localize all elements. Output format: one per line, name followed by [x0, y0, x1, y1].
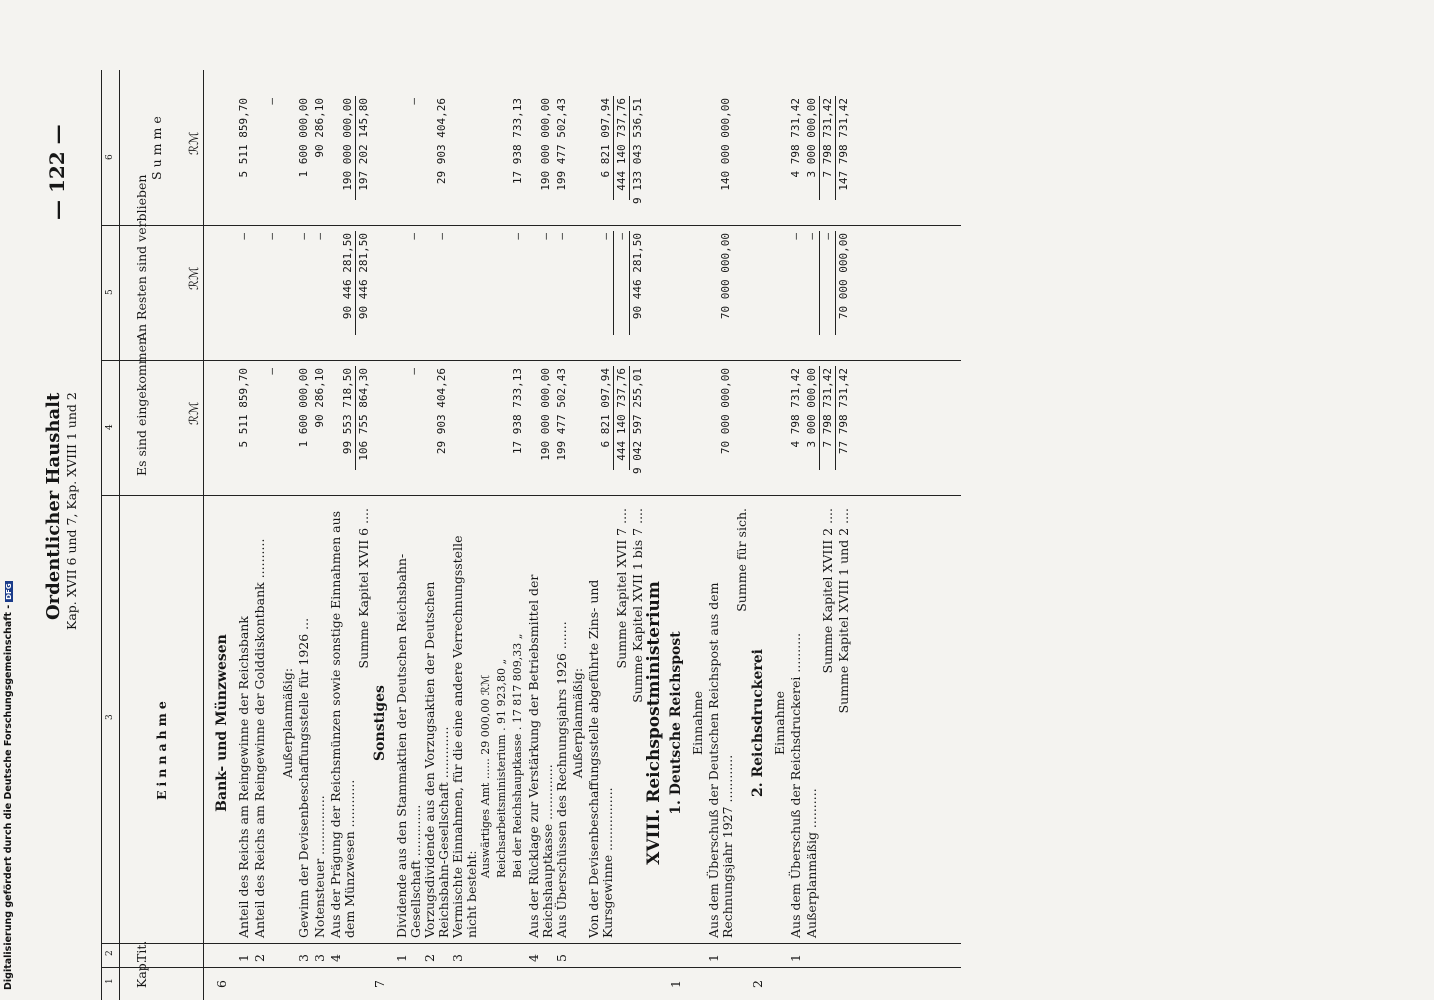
row-c4: — — [265, 368, 278, 375]
page-subtitle: Kap. XVII 6 und 7, Kap. XVIII 1 und 2 — [64, 392, 79, 630]
row-c6: 90 286,10 — [313, 98, 326, 158]
row-c5: — — [555, 233, 568, 240]
section-heading: 1. Deutsche Reichspost — [668, 631, 684, 815]
row-c6: 3 000 000,00 — [805, 98, 818, 178]
sum-rule — [819, 96, 820, 200]
row-c4: — — [407, 368, 420, 375]
row-c6: — — [265, 98, 278, 105]
row-c5: — — [237, 233, 250, 240]
row-tit: 2 — [252, 954, 267, 962]
subheading: Außerplanmäßig: — [570, 667, 585, 779]
row-kap: 7 — [372, 980, 387, 988]
row-c5: — — [297, 233, 310, 240]
sum-rule — [835, 366, 836, 470]
row-c6: 147 798 731,42 — [837, 98, 850, 191]
header-summe: Summe — [149, 112, 164, 180]
row-text: Aus der Prägung der Reichsmünzen sowie sonstige Einnahmen aus dem Münzwesen ............ — [328, 510, 357, 938]
col-number-4: 4 — [105, 424, 115, 430]
row-c6: 5 511 859,70 — [237, 98, 250, 178]
row-c4: 5 511 859,70 — [237, 368, 250, 448]
digitization-credit — [3, 581, 14, 990]
row-c4: 4 798 731,42 — [789, 368, 802, 448]
row-c4: 1 600 000,00 — [297, 368, 310, 448]
row-c6: 29 903 404,26 — [435, 98, 448, 185]
row-c6: 190 000 000,00 — [539, 98, 552, 191]
row-c4: 9 042 597 255,01 — [631, 368, 644, 474]
row-tit: 1 — [236, 954, 251, 962]
sum-rule — [835, 96, 836, 200]
sum-rule — [819, 231, 820, 335]
row-tit: 3 — [450, 954, 465, 962]
row-c4: 70 000 000,00 — [719, 368, 732, 455]
row-c5: — — [615, 233, 628, 240]
row-c4: 29 903 404,26 — [435, 368, 448, 455]
sum-rule — [629, 96, 630, 200]
row-c6: 199 477 502,43 — [555, 98, 568, 191]
sum-label: Summe für sich. — [734, 508, 749, 612]
subheading: Einnahme — [690, 691, 705, 755]
row-c5: 70 000 000,00 — [837, 233, 850, 320]
section-heading: Sonstiges — [372, 685, 388, 761]
row-text: Gewinn der Devisenbeschaffungsstelle für 1926 ... — [296, 617, 311, 938]
row-c5: 90 446 281,50 — [357, 233, 370, 320]
row-c4: 17 938 733,13 — [511, 368, 524, 455]
header-einnahme: Einnahme — [154, 697, 169, 800]
row-tit: 2 — [422, 954, 437, 962]
row-c4: 99 553 718,50 — [341, 368, 354, 455]
row-c5: 70 000 000,00 — [719, 233, 732, 320]
subheading: Außerplanmäßig: — [280, 667, 295, 779]
row-text: Notensteuer ............... — [312, 795, 327, 938]
row-c5: — — [435, 233, 448, 240]
header-unit-6: ℛℳ — [186, 131, 201, 155]
header-reste: An Resten sind verblieben — [134, 174, 149, 341]
row-text: Vermischte Einnahmen, für die eine andere Verrechnungsstelle nicht besteht: — [450, 535, 479, 938]
sum-rule — [819, 366, 820, 470]
row-tit: 1 — [788, 954, 803, 962]
row-c4: 6 821 097,94 — [599, 368, 612, 448]
row-c6: 140 000 000,00 — [719, 98, 732, 191]
col-number-3: 3 — [105, 714, 115, 720]
row-text: Aus der Rücklage zur Verstärkung der Betriebsmittel der Reichshauptkasse .............. — [526, 574, 555, 938]
row-c5: — — [539, 233, 552, 240]
sum-rule — [629, 231, 630, 335]
row-c4: 3 000 000,00 — [805, 368, 818, 448]
column-rule-0 — [101, 967, 961, 968]
sum-rule — [613, 231, 614, 335]
row-c4: 444 140 737,76 — [615, 368, 628, 461]
sum-rule — [835, 231, 836, 335]
row-tit: 4 — [328, 954, 343, 962]
col-number-2: 2 — [105, 950, 115, 956]
row-tit: 1 — [394, 954, 409, 962]
column-rule-3 — [101, 360, 961, 361]
row-c4: 190 000 000,00 — [539, 368, 552, 461]
section-heading: 2. Reichsdruckerei — [750, 649, 766, 798]
detail-line: Auswärtiges Amt ...... 29 000,00 ℛℳ — [479, 674, 492, 878]
col-number-1: 1 — [105, 978, 115, 984]
header-unit-5: ℛℳ — [186, 266, 201, 290]
row-c6: 1 600 000,00 — [297, 98, 310, 178]
row-c5: — — [407, 233, 420, 240]
row-kap: 2 — [750, 980, 765, 988]
credit-text: Digitalisierung gefördert durch die Deutsche Forschungsgemeinschaft - — [3, 604, 14, 990]
row-text: Anteil des Reichs am Reingewinne der Golddiskontbank .......... — [252, 538, 267, 938]
row-text: Außerplanmäßig .......... — [804, 788, 819, 938]
sum-rule — [629, 366, 630, 470]
row-text: Von der Devisenbeschaffungsstelle abgeführte Zins- und Kursgewinne ................ — [586, 579, 615, 938]
row-text: Vorzugsdividende aus den Vorzugsaktien der Deutschen Reichsbahn-Gesellschaft ............. — [422, 581, 451, 938]
row-c6: — — [407, 98, 420, 105]
row-c5: — — [599, 233, 612, 240]
row-c5: — — [511, 233, 524, 240]
header-top-rule — [101, 70, 102, 1000]
row-c6: 6 821 097,94 — [599, 98, 612, 178]
row-c6: 4 798 731,42 — [789, 98, 802, 178]
chapter-heading: XVIII. Reichspostministerium — [644, 581, 664, 865]
row-c6: 9 133 043 536,51 — [631, 98, 644, 204]
header-unit-4: ℛℳ — [186, 401, 201, 425]
row-c6: 197 202 145,80 — [357, 98, 370, 191]
sum-label: Summe Kapitel XVIII 2 .... — [820, 508, 835, 674]
row-c5: 90 446 281,50 — [631, 233, 644, 320]
row-text: Dividende aus den Stammaktien der Deutschen Reichsbahn-Gesellschaft ............. — [394, 553, 423, 938]
row-c5: — — [265, 233, 278, 240]
detail-line: Bei der Reichshauptkasse . 17 817 809,33 „ — [511, 633, 524, 878]
row-tit: 3 — [296, 954, 311, 962]
dfg-logo: DFG — [5, 583, 13, 600]
row-text: Aus dem Überschuß der Deutschen Reichspost aus dem Rechnungsjahr 1927 ............ — [706, 582, 735, 938]
row-tit: 5 — [554, 954, 569, 962]
col-number-6: 6 — [105, 154, 115, 160]
rotated-page — [35, 0, 1365, 1000]
column-rule-2 — [101, 495, 961, 496]
subheading: Einnahme — [772, 691, 787, 755]
column-rule-4 — [101, 225, 961, 226]
row-c5: — — [313, 233, 326, 240]
section-heading: Bank- und Münzwesen — [214, 634, 230, 812]
row-c5: 90 446 281,50 — [341, 233, 354, 320]
row-c4: 106 755 864,30 — [357, 368, 370, 461]
row-c6: 444 140 737,76 — [615, 98, 628, 191]
header-eingekommen: Es sind eingekommen — [134, 336, 149, 476]
row-text: Aus Überschüssen des Rechnungsjahrs 1926 ....... — [554, 621, 569, 938]
page-number: — 122 — — [45, 124, 69, 220]
row-c5: — — [805, 233, 818, 240]
header-kap: Kap. — [134, 959, 149, 988]
sum-rule — [613, 366, 614, 470]
sum-label: Summe Kapitel XVII 6 .... — [356, 508, 371, 669]
detail-line: Reichsarbeitsministerium . 91 923,80 „ — [495, 658, 508, 878]
row-kap: 6 — [214, 980, 229, 988]
sum-label: Summe Kapitel XVII 1 bis 7 .... — [630, 508, 645, 703]
row-c4: 77 798 731,42 — [837, 368, 850, 455]
sum-label: Summe Kapitel XVIII 1 und 2 .... — [836, 508, 851, 714]
sum-rule — [355, 96, 356, 200]
column-rule-1 — [101, 943, 961, 944]
row-c5: — — [821, 233, 834, 240]
row-tit: 3 — [312, 954, 327, 962]
sum-rule — [355, 231, 356, 335]
row-tit: 4 — [526, 954, 541, 962]
row-c6: 7 798 731,42 — [821, 98, 834, 178]
sum-rule — [613, 96, 614, 200]
col-number-5: 5 — [105, 289, 115, 295]
header-sub-rule — [119, 70, 120, 1000]
row-text: Anteil des Reichs am Reingewinne der Reichsbank — [236, 616, 251, 938]
row-c6: 17 938 733,13 — [511, 98, 524, 185]
row-c4: 199 477 502,43 — [555, 368, 568, 461]
row-c4: 7 798 731,42 — [821, 368, 834, 448]
sum-rule — [355, 366, 356, 470]
row-c6: 190 000 000,00 — [341, 98, 354, 191]
header-bottom-rule — [203, 70, 204, 1000]
header-tit: Tit. — [134, 940, 149, 962]
row-c5: — — [789, 233, 802, 240]
row-kap: 1 — [668, 980, 683, 988]
row-tit: 1 — [706, 954, 721, 962]
row-text: Aus dem Überschuß der Reichsdruckerei .......... — [788, 632, 803, 938]
row-c4: 90 286,10 — [313, 368, 326, 428]
sum-label: Summe Kapitel XVII 7 .... — [614, 508, 629, 669]
page-title: Ordentlicher Haushalt — [43, 392, 64, 620]
